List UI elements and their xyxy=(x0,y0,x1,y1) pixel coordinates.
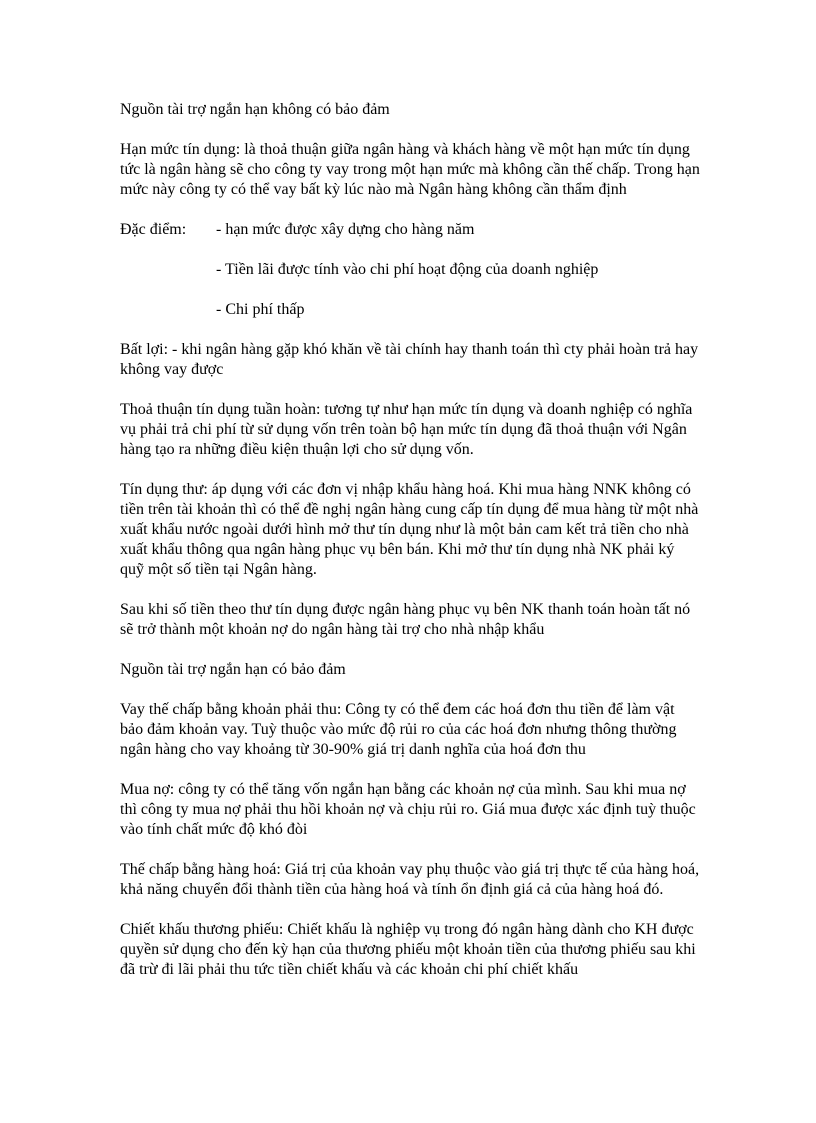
paragraph-revolving-credit: Thoả thuận tín dụng tuần hoàn: tương tự như hạn mức tín dụng và doanh nghiệp có nghĩa vụ phải trả chi phí từ sử dụng vốn trên toàn bộ hạn mức tín dụng đã thoả thuận với Ngân hàng tạo ra những điều kiện thuận lợi cho sử dụng vốn. xyxy=(120,401,693,458)
feature-row xyxy=(120,220,700,240)
paragraph-credit-line: Hạn mức tín dụng: là thoả thuận giữa ngân hàng và khách hàng về một hạn mức tín dụng tức là ngân hàng sẽ cho công ty vay trong một hạn mức mà không cần thế chấp. Trong hạn mức này công ty có thể vay bất kỳ lúc nào mà Ngân hàng không cần thẩm định xyxy=(120,141,700,198)
feature-item: - Tiền lãi được tính vào chi phí hoạt động của doanh nghiệp xyxy=(216,261,599,278)
heading-unsecured-financing: Nguồn tài trợ ngắn hạn không có bảo đảm xyxy=(120,101,390,118)
feature-row xyxy=(120,260,700,280)
feature-row xyxy=(120,300,700,320)
paragraph-discounting: Chiết khấu thương phiếu: Chiết khấu là nghiệp vụ trong đó ngân hàng dành cho KH được quyền sử dụng cho đến kỳ hạn của thương phiếu một khoản tiền của thương phiếu sau khi đã trừ đi lãi phải thu tức tiền chiết khấu và các khoản chi phí chiết khấu xyxy=(120,921,696,978)
features-list xyxy=(120,220,700,320)
paragraph-factoring: Mua nợ: công ty có thể tăng vốn ngắn hạn bằng các khoản nợ của mình. Sau khi mua nợ thì công ty mua nợ phải thu hồi khoản nợ và chịu rủi ro. Giá mua được xác định tuỳ thuộc vào tính chất mức độ khó đòi xyxy=(120,781,696,838)
paragraph-inventory-pledge: Thế chấp bằng hàng hoá: Giá trị của khoản vay phụ thuộc vào giá trị thực tế của hàng hoá, khả năng chuyển đổi thành tiền của hàng hoá và tính ổn định giá cả của hàng hoá đó. xyxy=(120,861,700,898)
paragraph-after-payment: Sau khi số tiền theo thư tín dụng được ngân hàng phục vụ bên NK thanh toán hoàn tất nó sẽ trở thành một khoản nợ do ngân hàng tài trợ cho nhà nhập khẩu xyxy=(120,601,691,638)
paragraph-disadvantage: Bất lợi: - khi ngân hàng gặp khó khăn về tài chính hay thanh toán thì cty phải hoàn trả hay không vay được xyxy=(120,341,699,378)
document-page xyxy=(120,100,700,980)
paragraph-receivables-pledge: Vay thế chấp bằng khoản phải thu: Công ty có thể đem các hoá đơn thu tiền để làm vật bảo đảm khoản vay. Tuỳ thuộc vào mức độ rủi ro của các hoá đơn nhưng thông thường ngân hàng cho vay khoảng từ 30-90% giá trị danh nghĩa của hoá đơn thu xyxy=(120,701,677,758)
heading-secured-financing: Nguồn tài trợ ngắn hạn có bảo đảm xyxy=(120,661,346,678)
feature-item: - hạn mức được xây dựng cho hàng năm xyxy=(216,221,475,238)
paragraph-letter-of-credit: Tín dụng thư: áp dụng với các đơn vị nhập khẩu hàng hoá. Khi mua hàng NNK không có tiền trên tài khoản thì có thể đề nghị ngân hàng cung cấp tín dụng để mua hàng từ một nhà xuất khẩu nước ngoài dưới hình mở thư tín dụng như là một bản cam kết trả tiền cho nhà xuất khẩu thông qua ngân hàng phục vụ bên bán. Khi mở thư tín dụng nhà NK phải ký quỹ một số tiền tại Ngân hàng. xyxy=(120,481,699,578)
feature-item: - Chi phí thấp xyxy=(216,301,305,318)
features-label: Đặc điểm: xyxy=(120,221,187,238)
